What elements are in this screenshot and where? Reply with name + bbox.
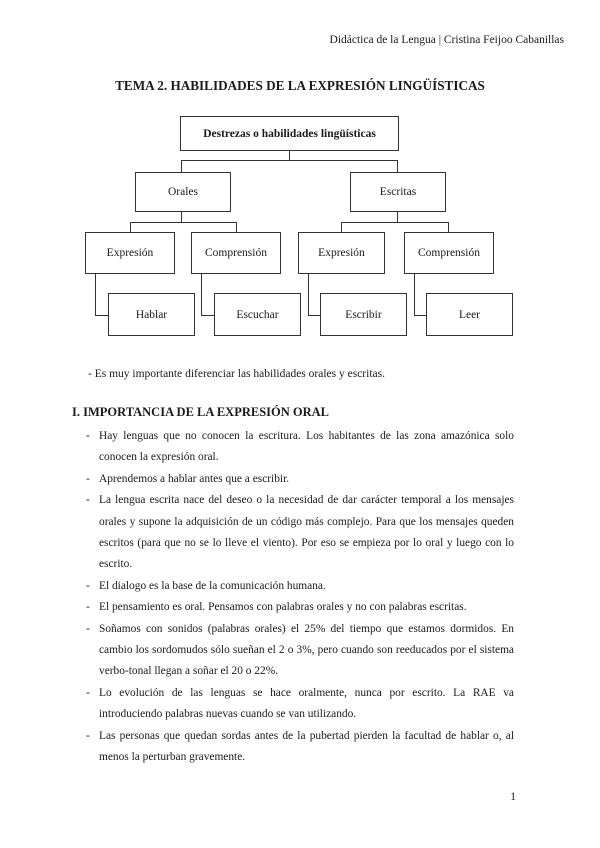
connector-hablar-v (95, 274, 96, 316)
connector-escuchar-v (201, 274, 202, 316)
diagram-escritas-expresion-box (298, 232, 385, 274)
diagram-orales-comprension-box (191, 232, 281, 274)
connector-leer-v (414, 274, 415, 316)
connector-leer-h (414, 315, 426, 316)
connector-root-down (289, 150, 290, 160)
diagram-escuchar-label: Escuchar (236, 308, 279, 321)
diagram-escritas-comprension-box (404, 232, 494, 274)
diagram-orales-expresion-label: Expresión (106, 247, 154, 259)
diagram-root-box (180, 116, 399, 151)
page-header: Didáctica de la Lengua | Cristina Feijoo Cabanillas (329, 34, 564, 46)
diagram-escritas-expresion-label: Expresión (318, 247, 365, 259)
connector-top-horizontal (181, 160, 398, 161)
diagram-root-label: Destrezas o habilidades lingüísticas (203, 127, 376, 140)
connector-to-escritas-expresion (341, 222, 342, 232)
connector-to-orales-comprension (236, 222, 237, 232)
diagram-hablar-label: Hablar (135, 308, 168, 321)
connector-escritas-down (397, 212, 398, 222)
diagram-leer-box (426, 293, 513, 336)
connector-to-orales (181, 160, 182, 172)
diagram-leer-label: Leer (458, 308, 481, 321)
connector-orales-down (181, 212, 182, 222)
connector-orales-horizontal (130, 222, 237, 223)
diagram-hablar-box (108, 293, 195, 336)
list-item: - El pensamiento es oral. Pensamos con palabras orales y no con palabras escritas. (86, 597, 514, 618)
diagram-escribir-label: Escribir (345, 308, 382, 321)
connector-to-escritas-comprension (448, 222, 449, 232)
diagram-escritas-label: Escritas (379, 186, 417, 198)
diagram-orales-comprension-label: Comprensión (205, 247, 267, 259)
list-item: - Hay lenguas que no conocen la escritura. Los habitantes de las zona amazónica solo conocen la expresión oral. (86, 426, 514, 469)
list-item: - El dialogo es la base de la comunicación humana. (86, 576, 514, 597)
list-item: - Las personas que quedan sordas antes de la pubertad pierden la facultad de hablar o, al menos la perturban gravemente. (86, 726, 514, 769)
list-item: - Soñamos con sonidos (palabras orales) el 25% del tiempo que estamos dormidos. En cambio los sordomudos sólo sueñan el 2 o 3%, pero cuando son reeducados por el sistema verbo-tonal llegan a soñar el 20 o 22%. (86, 619, 514, 683)
connector-hablar-h (95, 315, 108, 316)
connector-escribir-h (308, 315, 320, 316)
page-number: 1 (510, 791, 516, 803)
diagram-orales-label: Orales (167, 186, 198, 198)
section-title: I. IMPORTANCIA DE LA EXPRESIÓN ORAL (72, 405, 330, 419)
connector-escuchar-h (201, 315, 214, 316)
list-item: - La lengua escrita nace del deseo o la necesidad de dar carácter temporal a los mensajes orales y supone la adquisición de un código más complejo. Para que los mensajes queden escritos (para que no se lo lleve el viento). Por eso se empieza por lo oral y luego con lo escrito. (86, 490, 514, 576)
list-item: - Aprendemos a hablar antes que a escribir. (86, 469, 514, 490)
bullet-list (86, 426, 514, 769)
diagram-escribir-box (320, 293, 407, 336)
document-title: TEMA 2. HABILIDADES DE LA EXPRESIÓN LINGÜÍSTICAS (115, 78, 485, 93)
diagram-orales-box (135, 172, 231, 212)
diagram-escritas-box (350, 172, 446, 212)
connector-escritas-horizontal (341, 222, 449, 223)
diagram-escritas-comprension-label: Comprensión (418, 247, 480, 259)
intro-text: - Es muy importante diferenciar las habilidades orales y escritas. (88, 368, 385, 380)
diagram-escuchar-box (214, 293, 301, 336)
list-item: - Lo evolución de las lenguas se hace oralmente, nunca por escrito. La RAE va introduciendo palabras nuevas cuando se van utilizando. (86, 683, 514, 726)
diagram-orales-expresion-box (85, 232, 175, 274)
connector-to-orales-expresion (130, 222, 131, 232)
connector-escribir-v (308, 274, 309, 316)
connector-to-escritas (397, 160, 398, 172)
